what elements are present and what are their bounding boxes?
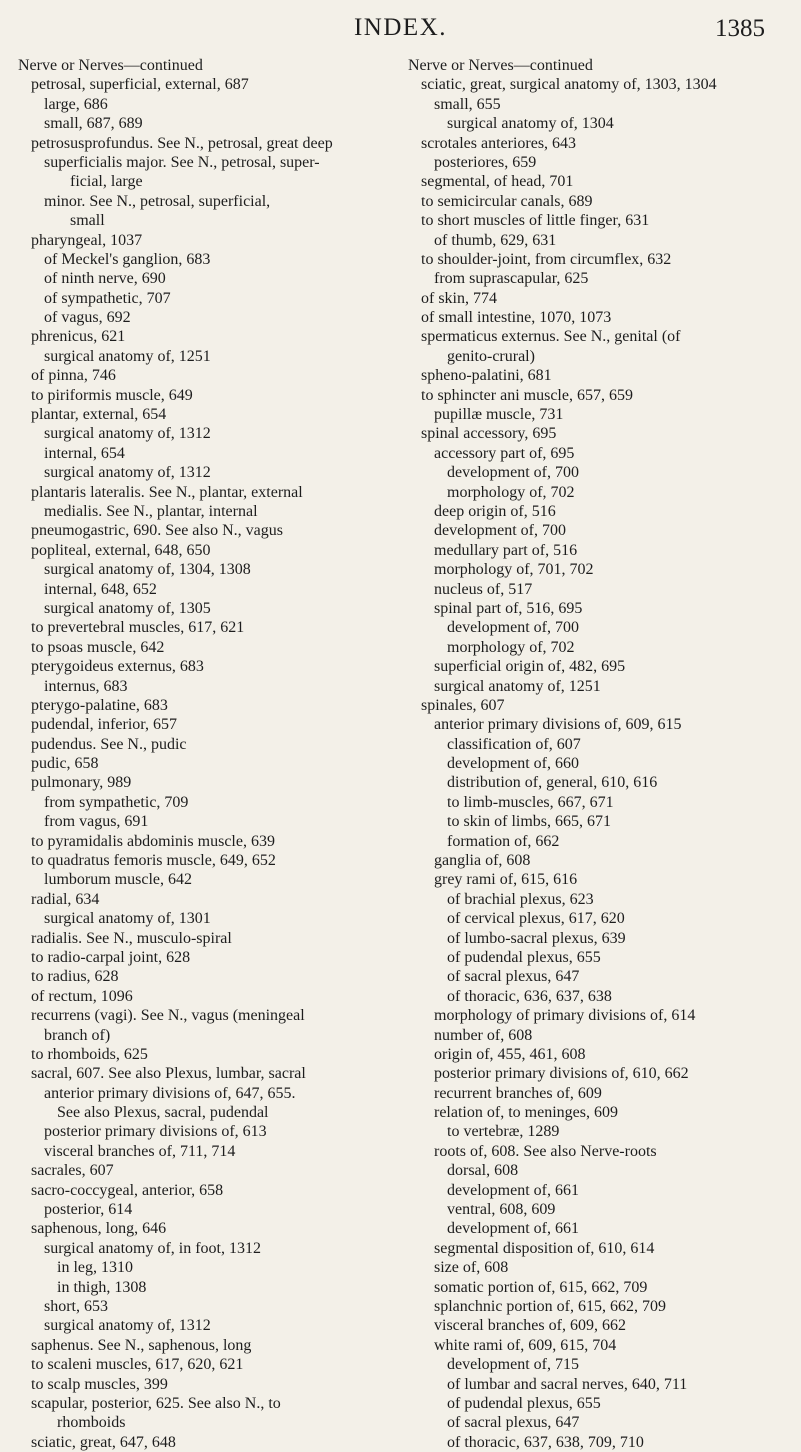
- index-entry: spinal part of, 516, 695: [434, 599, 583, 617]
- index-entry: anterior primary divisions of, 609, 615: [434, 716, 682, 734]
- index-entry: to psoas muscle, 642: [31, 638, 165, 656]
- index-entry: saphenus. See N., saphenous, long: [31, 1336, 252, 1354]
- index-entry: origin of, 455, 461, 608: [434, 1045, 586, 1063]
- index-entry: splanchnic portion of, 615, 662, 709: [434, 1298, 666, 1315]
- index-entry: morphology of, 702: [447, 483, 575, 501]
- index-entry: to rhomboids, 625: [31, 1045, 148, 1063]
- index-entry: from suprascapular, 625: [434, 270, 589, 288]
- index-entry: large, 686: [44, 95, 108, 113]
- index-entry: to pyramidalis abdominis muscle, 639: [31, 832, 275, 850]
- index-entry: pudic, 658: [31, 755, 99, 773]
- index-entry: lumborum muscle, 642: [44, 871, 192, 889]
- index-entry: to vertebræ, 1289: [447, 1123, 560, 1141]
- index-entry: See also Plexus, sacral, pudendal: [57, 1104, 269, 1122]
- index-entry: plantar, external, 654: [31, 406, 167, 424]
- index-entry: plantaris lateralis. See N., plantar, external: [31, 483, 303, 501]
- index-entry: of vagus, 692: [44, 309, 131, 327]
- index-entry: internus, 683: [44, 677, 128, 695]
- index-entry: of ninth nerve, 690: [44, 270, 166, 288]
- index-entry: surgical anatomy of, 1305: [44, 599, 211, 617]
- index-entry: recurrens (vagi). See N., vagus (meningeal: [31, 1007, 305, 1025]
- index-entry: pharyngeal, 1037: [31, 231, 143, 249]
- index-entry: posterior primary divisions of, 610, 662: [434, 1065, 689, 1083]
- index-entry: of rectum, 1096: [31, 987, 133, 1005]
- index-entry: sciatic, great, surgical anatomy of, 1303, 1304: [421, 76, 717, 94]
- index-entry: internal, 648, 652: [44, 580, 157, 598]
- index-entry: of brachial plexus, 623: [447, 890, 594, 908]
- index-entry: petrosusprofundus. See N., petrosal, great deep: [31, 134, 333, 152]
- index-entry: ganglia of, 608: [434, 852, 531, 870]
- index-entry: relation of, to meninges, 609: [434, 1104, 618, 1122]
- index-entry: surgical anatomy of, 1251: [434, 677, 601, 695]
- index-entry: posterior, 614: [44, 1201, 133, 1219]
- index-entry: scrotales anteriores, 643: [421, 134, 577, 152]
- index-entry: pterygo-palatine, 683: [31, 696, 168, 714]
- index-entry: genito-crural): [447, 347, 535, 365]
- index-entry: pupillæ muscle, 731: [434, 406, 564, 424]
- page-number: 1385: [715, 15, 765, 42]
- index-entry: distribution of, general, 610, 616: [447, 774, 658, 792]
- index-entry: grey rami of, 615, 616: [434, 871, 578, 889]
- index-entry: in thigh, 1308: [57, 1278, 147, 1296]
- index-entry: morphology of primary divisions of, 614: [434, 1007, 696, 1025]
- index-entry: pneumogastric, 690. See also N., vagus: [31, 522, 283, 540]
- index-entry: white rami of, 609, 615, 704: [434, 1336, 617, 1354]
- index-entry: posteriores, 659: [434, 153, 537, 171]
- index-entry: of pinna, 746: [31, 367, 116, 385]
- index-entry: medullary part of, 516: [434, 541, 578, 559]
- index-entry: branch of): [44, 1026, 111, 1044]
- index-entry: development of, 700: [434, 522, 566, 540]
- index-entry: spinal accessory, 695: [421, 425, 557, 443]
- index-entry: spinales, 607: [421, 696, 505, 714]
- index-entry: nucleus of, 517: [434, 580, 533, 598]
- index-entry: surgical anatomy of, 1312: [44, 425, 211, 443]
- index-entry: small, 655: [434, 95, 501, 113]
- page-title: INDEX.: [353, 14, 447, 41]
- index-entry: to short muscles of little finger, 631: [421, 212, 650, 230]
- index-entry: segmental, of head, 701: [421, 173, 574, 191]
- index-entry: to scalp muscles, 399: [31, 1375, 168, 1393]
- page-header: [0, 0, 801, 44]
- index-column-left: [18, 56, 398, 1452]
- index-entry: short, 653: [44, 1298, 108, 1315]
- index-entry: of skin, 774: [421, 289, 497, 307]
- index-entry: accessory part of, 695: [434, 444, 575, 462]
- index-entry: classification of, 607: [447, 735, 581, 753]
- index-entry: of small intestine, 1070, 1073: [421, 309, 612, 327]
- index-entry: of thoracic, 636, 637, 638: [447, 987, 612, 1005]
- index-entry: formation of, 662: [447, 832, 560, 850]
- index-entry: radial, 634: [31, 890, 100, 908]
- index-entry: in leg, 1310: [57, 1259, 133, 1277]
- index-entry: of thumb, 629, 631: [434, 231, 557, 249]
- index-entry: to limb-muscles, 667, 671: [447, 793, 614, 811]
- index-entry: superficial origin of, 482, 695: [434, 658, 626, 676]
- index-entry: of sacral plexus, 647: [447, 968, 580, 986]
- index-entry: from sympathetic, 709: [44, 793, 189, 811]
- index-entry: of lumbar and sacral nerves, 640, 711: [447, 1375, 688, 1393]
- index-entry: size of, 608: [434, 1259, 509, 1277]
- index-entry: number of, 608: [434, 1026, 533, 1044]
- index-entry: popliteal, external, 648, 650: [31, 541, 211, 559]
- index-entry: pulmonary, 989: [31, 774, 132, 792]
- index-entry: sacral, 607. See also Plexus, lumbar, sacral: [31, 1065, 306, 1083]
- index-entry: ficial, large: [70, 173, 143, 191]
- index-entry: visceral branches of, 711, 714: [44, 1142, 236, 1160]
- index-entry: radialis. See N., musculo-spiral: [31, 929, 232, 947]
- index-entry: to prevertebral muscles, 617, 621: [31, 619, 245, 637]
- index-entry: segmental disposition of, 610, 614: [434, 1239, 655, 1257]
- index-entry: surgical anatomy of, in foot, 1312: [44, 1239, 261, 1257]
- index-entry: rhomboids: [57, 1414, 126, 1432]
- index-entry: pterygoideus externus, 683: [31, 658, 204, 676]
- index-entry: of thoracic, 637, 638, 709, 710: [447, 1433, 644, 1451]
- index-entry: anterior primary divisions of, 647, 655.: [44, 1084, 296, 1102]
- index-column-right: [408, 56, 796, 1452]
- index-entry: Nerve or Nerves—continued: [18, 57, 203, 74]
- index-entry: to piriformis muscle, 649: [31, 386, 193, 404]
- index-entry: development of, 661: [447, 1181, 579, 1199]
- index-entry: sciatic, great, 647, 648: [31, 1433, 176, 1451]
- index-entry: surgical anatomy of, 1304, 1308: [44, 561, 251, 579]
- index-entry: surgical anatomy of, 1312: [44, 1317, 211, 1335]
- index-entry: of sympathetic, 707: [44, 289, 171, 307]
- index-entry: spermaticus externus. See N., genital (of: [421, 328, 681, 346]
- index-entry: small: [70, 212, 105, 230]
- index-entry: morphology of, 701, 702: [434, 561, 594, 579]
- index-entry: medialis. See N., plantar, internal: [44, 502, 258, 520]
- index-entry: deep origin of, 516: [434, 502, 556, 520]
- index-entry: development of, 660: [447, 755, 579, 773]
- index-entry: to radio-carpal joint, 628: [31, 948, 191, 966]
- index-entry: recurrent branches of, 609: [434, 1084, 602, 1102]
- index-entry: ventral, 608, 609: [447, 1201, 556, 1219]
- index-entry: pudendal, inferior, 657: [31, 716, 177, 734]
- index-entry: minor. See N., petrosal, superficial,: [44, 192, 271, 210]
- index-entry: to skin of limbs, 665, 671: [447, 813, 612, 831]
- index-entry: to scaleni muscles, 617, 620, 621: [31, 1356, 244, 1374]
- index-entry: development of, 700: [447, 619, 579, 637]
- index-entry: of pudendal plexus, 655: [447, 948, 601, 966]
- index-entry: sacro-coccygeal, anterior, 658: [31, 1181, 224, 1199]
- index-entry: to quadratus femoris muscle, 649, 652: [31, 852, 276, 870]
- index-entry: surgical anatomy of, 1304: [447, 115, 614, 133]
- index-entry: of pudendal plexus, 655: [447, 1394, 601, 1412]
- index-entry: morphology of, 702: [447, 638, 575, 656]
- index-entry: Nerve or Nerves—continued: [408, 57, 593, 74]
- index-entry: pudendus. See N., pudic: [31, 735, 187, 753]
- index-entry: somatic portion of, 615, 662, 709: [434, 1278, 648, 1296]
- index-entry: of Meckel's ganglion, 683: [44, 250, 211, 268]
- index-entry: internal, 654: [44, 444, 125, 462]
- index-entry: development of, 700: [447, 464, 579, 482]
- index-entry: saphenous, long, 646: [31, 1220, 167, 1238]
- index-entry: of lumbo-sacral plexus, 639: [447, 929, 626, 947]
- index-entry: superficialis major. See N., petrosal, super-: [44, 153, 320, 171]
- index-entry: posterior primary divisions of, 613: [44, 1123, 267, 1141]
- index-entry: petrosal, superficial, external, 687: [31, 76, 249, 94]
- index-entry: scapular, posterior, 625. See also N., to: [31, 1394, 281, 1412]
- index-entry: surgical anatomy of, 1251: [44, 347, 211, 365]
- index-entry: from vagus, 691: [44, 813, 149, 831]
- index-entry: small, 687, 689: [44, 115, 143, 133]
- index-entry: spheno-palatini, 681: [421, 367, 552, 385]
- index-entry: phrenicus, 621: [31, 328, 126, 346]
- index-entry: to semicircular canals, 689: [421, 192, 593, 210]
- index-entry: to sphincter ani muscle, 657, 659: [421, 386, 633, 404]
- index-entry: roots of, 608. See also Nerve-roots: [434, 1142, 657, 1160]
- index-entry: dorsal, 608: [447, 1162, 519, 1180]
- index-entry: surgical anatomy of, 1312: [44, 464, 211, 482]
- index-entry: sacrales, 607: [31, 1162, 114, 1180]
- index-entry: of sacral plexus, 647: [447, 1414, 580, 1432]
- index-entry: to radius, 628: [31, 968, 119, 986]
- index-entry: development of, 661: [447, 1220, 579, 1238]
- index-entry: of cervical plexus, 617, 620: [447, 910, 625, 928]
- index-entry: to shoulder-joint, from circumflex, 632: [421, 250, 672, 268]
- index-entry: development of, 715: [447, 1356, 579, 1374]
- index-entry: surgical anatomy of, 1301: [44, 910, 211, 928]
- index-entry: visceral branches of, 609, 662: [434, 1317, 626, 1335]
